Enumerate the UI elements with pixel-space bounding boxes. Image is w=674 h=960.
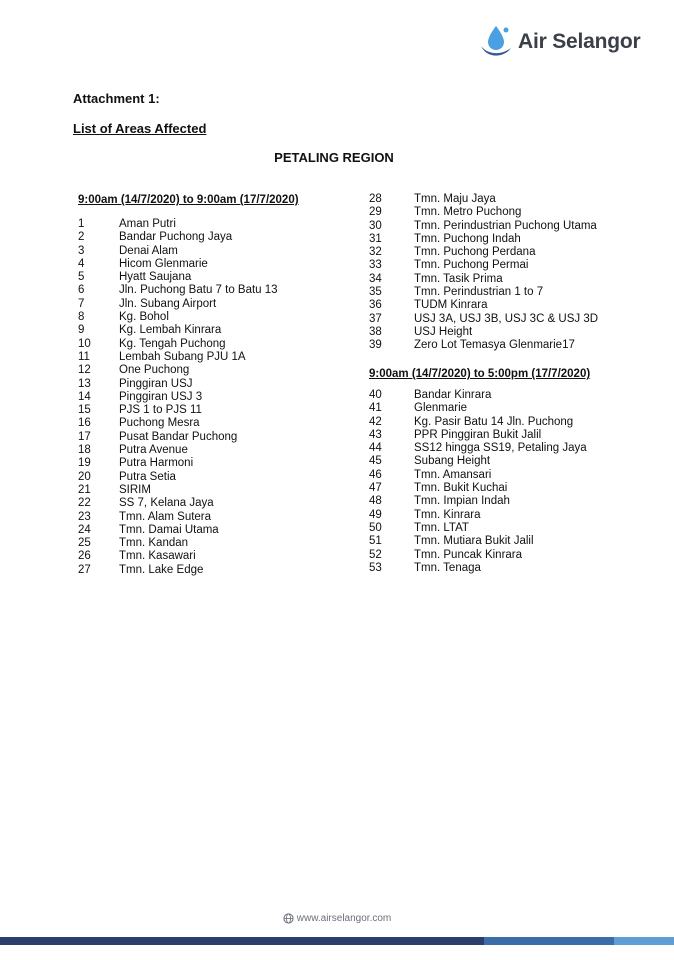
item-number: 28 xyxy=(369,193,382,205)
list-item xyxy=(369,299,598,312)
list-item xyxy=(78,378,278,391)
area-name: Pinggiran USJ 3 xyxy=(119,390,203,403)
area-name: Kg. Tengah Puchong xyxy=(119,337,226,350)
area-name: Pusat Bandar Puchong xyxy=(119,430,238,443)
list-item xyxy=(369,429,587,442)
area-list-left xyxy=(78,218,278,577)
list-item xyxy=(369,193,598,206)
area-name: Tmn. Kandan xyxy=(119,537,189,550)
list-item xyxy=(78,404,278,417)
area-name: TUDM Kinrara xyxy=(414,299,488,312)
area-name: Tmn. Puchong Permai xyxy=(414,259,529,272)
list-item xyxy=(369,220,598,233)
item-number: 27 xyxy=(78,563,91,576)
area-name: Tmn. Puchong Indah xyxy=(414,232,521,245)
item-number: 22 xyxy=(78,497,91,510)
item-number: 7 xyxy=(78,297,85,310)
band-mid xyxy=(484,937,614,945)
area-name: Tmn. Puncak Kinrara xyxy=(414,548,523,561)
list-item xyxy=(78,311,278,324)
item-number: 38 xyxy=(369,325,382,338)
item-number: 29 xyxy=(369,206,382,219)
list-item xyxy=(369,509,587,522)
list-item xyxy=(369,286,598,299)
area-name: Tmn. Metro Puchong xyxy=(414,206,522,219)
item-number: 9 xyxy=(78,324,85,337)
item-number: 8 xyxy=(78,311,85,324)
item-number: 13 xyxy=(78,377,91,390)
item-number: 50 xyxy=(369,521,382,534)
area-name: Bandar Kinrara xyxy=(414,389,492,401)
item-number: 32 xyxy=(369,246,382,259)
list-item xyxy=(78,564,278,577)
item-number: 16 xyxy=(78,417,91,430)
area-name: One Puchong xyxy=(119,364,190,377)
list-title: List of Areas Affected xyxy=(73,121,207,136)
list-item xyxy=(78,537,278,550)
item-number: 52 xyxy=(369,548,382,561)
list-item xyxy=(78,298,278,311)
area-name: Tmn. Maju Jaya xyxy=(414,193,496,205)
item-number: 47 xyxy=(369,482,382,495)
list-item xyxy=(78,271,278,284)
list-item xyxy=(369,206,598,219)
band-light xyxy=(614,937,674,945)
footer-color-band xyxy=(0,937,674,945)
list-item xyxy=(78,550,278,563)
area-name: Putra Avenue xyxy=(119,444,188,457)
item-number: 45 xyxy=(369,455,382,468)
area-name: Putra Harmoni xyxy=(119,457,194,470)
item-number: 19 xyxy=(78,457,91,470)
area-name: Tmn. Tasik Prima xyxy=(414,272,503,285)
item-number: 31 xyxy=(369,232,382,245)
area-name: SS12 hingga SS19, Petaling Jaya xyxy=(414,442,587,455)
area-name: Tmn. Kinrara xyxy=(414,508,481,521)
list-item xyxy=(78,284,278,297)
section1-heading: 9:00am (14/7/2020) to 9:00am (17/7/2020) xyxy=(78,194,299,206)
area-name: Putra Setia xyxy=(119,470,176,483)
item-number: 12 xyxy=(78,364,91,377)
item-number: 35 xyxy=(369,286,382,299)
item-number: 34 xyxy=(369,272,382,285)
list-item xyxy=(78,497,278,510)
list-item xyxy=(78,511,278,524)
list-item xyxy=(369,495,587,508)
list-item xyxy=(369,326,598,339)
area-name: SIRIM xyxy=(119,483,151,496)
area-name: Hicom Glenmarie xyxy=(119,257,208,270)
list-item xyxy=(369,416,587,429)
item-number: 43 xyxy=(369,428,382,441)
item-number: 2 xyxy=(78,231,85,244)
area-name: PJS 1 to PJS 11 xyxy=(119,404,202,417)
item-number: 14 xyxy=(78,390,91,403)
area-name: Hyatt Saujana xyxy=(119,271,192,284)
item-number: 42 xyxy=(369,415,382,428)
item-number: 23 xyxy=(78,510,91,523)
area-name: USJ Height xyxy=(414,325,473,338)
item-number: 10 xyxy=(78,337,91,350)
region-title-text: PETALING REGION xyxy=(274,150,394,165)
area-name: Tmn. Bukit Kuchai xyxy=(414,482,508,495)
list-item xyxy=(78,457,278,470)
area-name: Kg. Pasir Batu 14 Jln. Puchong xyxy=(414,415,574,428)
area-list-right-bottom xyxy=(369,389,587,575)
item-number: 51 xyxy=(369,535,382,548)
area-list-right-top xyxy=(369,193,598,353)
list-item xyxy=(78,351,278,364)
list-item xyxy=(369,246,598,259)
list-item xyxy=(369,273,598,286)
area-name: Aman Putri xyxy=(119,218,176,230)
list-item xyxy=(369,233,598,246)
list-item xyxy=(78,258,278,271)
list-item xyxy=(369,562,587,575)
item-number: 30 xyxy=(369,219,382,232)
list-item xyxy=(78,444,278,457)
area-name: Tmn. Tenaga xyxy=(414,561,481,574)
item-number: 25 xyxy=(78,537,91,550)
item-number: 26 xyxy=(78,550,91,563)
item-number: 11 xyxy=(78,350,90,363)
list-item xyxy=(78,391,278,404)
item-number: 3 xyxy=(78,244,85,257)
brand-name: Air Selangor xyxy=(518,30,641,53)
item-number: 39 xyxy=(369,339,382,352)
item-number: 46 xyxy=(369,468,382,481)
area-name: Tmn. Mutiara Bukit Jalil xyxy=(414,535,534,548)
list-item xyxy=(78,231,278,244)
list-item xyxy=(369,455,587,468)
air-selangor-logo xyxy=(478,22,640,62)
list-item xyxy=(369,259,598,272)
list-item xyxy=(78,245,278,258)
item-number: 44 xyxy=(369,442,382,455)
item-number: 5 xyxy=(78,271,85,284)
area-name: Tmn. Perindustrian 1 to 7 xyxy=(414,286,544,299)
area-name: Lembah Subang PJU 1A xyxy=(119,350,246,363)
item-number: 48 xyxy=(369,495,382,508)
region-title xyxy=(0,150,674,165)
item-number: 53 xyxy=(369,561,382,574)
list-item xyxy=(78,338,278,351)
area-name: Subang Height xyxy=(414,455,491,468)
area-name: Tmn. Alam Sutera xyxy=(119,510,212,523)
area-name: Jln. Puchong Batu 7 to Batu 13 xyxy=(119,284,278,297)
area-name: Bandar Puchong Jaya xyxy=(119,231,233,244)
list-item xyxy=(369,482,587,495)
area-name: Tmn. Puchong Perdana xyxy=(414,246,536,259)
area-name: Jln. Subang Airport xyxy=(119,297,217,310)
attachment-label: Attachment 1: xyxy=(73,91,160,106)
item-number: 36 xyxy=(369,299,382,312)
list-item xyxy=(369,469,587,482)
area-name: Tmn. Perindustrian Puchong Utama xyxy=(414,219,597,232)
area-name: Denai Alam xyxy=(119,244,178,257)
footer xyxy=(0,913,674,924)
area-name: Tmn. Amansari xyxy=(414,468,492,481)
area-name: Glenmarie xyxy=(414,402,468,415)
area-name: Kg. Bohol xyxy=(119,311,169,324)
water-drop-logo-icon xyxy=(478,24,514,60)
item-number: 1 xyxy=(78,218,85,230)
item-number: 21 xyxy=(78,483,91,496)
area-name: Puchong Mesra xyxy=(119,417,200,430)
area-name: Tmn. Impian Indah xyxy=(414,495,510,508)
item-number: 18 xyxy=(78,444,91,457)
item-number: 6 xyxy=(78,284,85,297)
band-dark xyxy=(0,937,484,945)
item-number: 41 xyxy=(369,402,382,415)
list-item xyxy=(369,442,587,455)
area-name: Tmn. LTAT xyxy=(414,521,469,534)
list-item xyxy=(369,535,587,548)
item-number: 49 xyxy=(369,508,382,521)
website-link[interactable]: www.airselangor.com xyxy=(296,913,392,925)
list-item xyxy=(369,402,587,415)
list-item xyxy=(78,484,278,497)
list-item xyxy=(78,471,278,484)
area-name: Kg. Lembah Kinrara xyxy=(119,324,222,337)
area-name: Tmn. Lake Edge xyxy=(119,563,204,576)
area-name: Tmn. Damai Utama xyxy=(119,523,219,536)
item-number: 40 xyxy=(369,389,382,401)
item-number: 4 xyxy=(78,257,85,270)
item-number: 15 xyxy=(78,404,91,417)
section2-heading: 9:00am (14/7/2020) to 5:00pm (17/7/2020) xyxy=(369,368,591,380)
list-item xyxy=(369,389,587,402)
area-name: Tmn. Kasawari xyxy=(119,550,196,563)
list-item xyxy=(78,417,278,430)
list-item xyxy=(78,524,278,537)
area-name: Zero Lot Temasya Glenmarie17 xyxy=(414,339,575,352)
list-item xyxy=(369,339,598,352)
list-item xyxy=(78,431,278,444)
item-number: 20 xyxy=(78,470,91,483)
list-item xyxy=(78,364,278,377)
area-name: PPR Pinggiran Bukit Jalil xyxy=(414,428,542,441)
list-item xyxy=(369,522,587,535)
area-name: SS 7, Kelana Jaya xyxy=(119,497,214,510)
item-number: 24 xyxy=(78,523,91,536)
list-item xyxy=(78,218,278,231)
list-item xyxy=(369,313,598,326)
item-number: 37 xyxy=(369,312,382,325)
area-name: USJ 3A, USJ 3B, USJ 3C & USJ 3D xyxy=(414,312,599,325)
list-item xyxy=(369,549,587,562)
item-number: 17 xyxy=(78,430,91,443)
area-name: Pinggiran USJ xyxy=(119,377,193,390)
list-item xyxy=(78,324,278,337)
globe-icon xyxy=(283,913,294,924)
item-number: 33 xyxy=(369,259,382,272)
